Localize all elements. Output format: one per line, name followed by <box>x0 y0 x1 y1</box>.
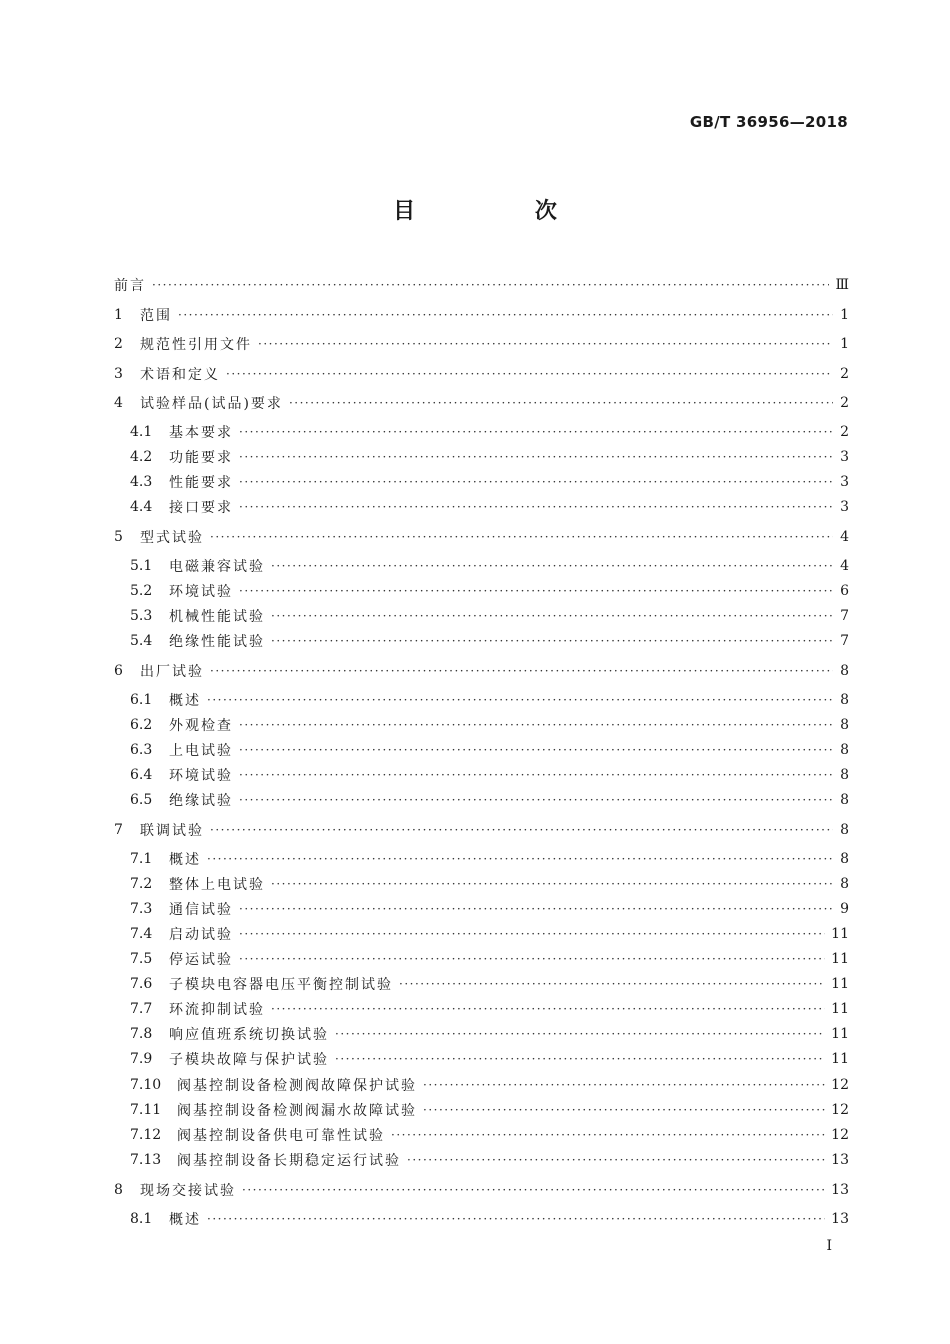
toc-entry[interactable] <box>114 630 849 652</box>
toc-entry[interactable] <box>114 446 849 468</box>
toc-entry-label: 停运试验 <box>169 952 233 968</box>
toc-leader-dots <box>239 475 833 489</box>
toc-entry[interactable] <box>114 714 849 736</box>
toc-entry-label: 绝缘性能试验 <box>169 634 265 650</box>
toc-entry-page: 11 <box>831 951 849 967</box>
toc-entry-number: 6.5 <box>130 792 153 808</box>
toc-leader-dots <box>210 823 833 837</box>
toc-entry-page: 8 <box>840 822 849 838</box>
toc-entry-number: 7.2 <box>130 876 153 892</box>
toc-entry-number: 2 <box>114 336 123 352</box>
toc-entry[interactable] <box>114 689 849 711</box>
toc-entry-label: 前言 <box>114 278 146 294</box>
toc-entry-label: 子模块电容器电压平衡控制试验 <box>169 977 393 993</box>
toc-entry[interactable] <box>114 1179 849 1201</box>
toc-entry-page: 11 <box>831 1051 849 1067</box>
page-number: I <box>826 1238 832 1254</box>
toc-entry[interactable] <box>114 1099 849 1121</box>
toc-entry-label: 规范性引用文件 <box>140 337 252 353</box>
toc-entry-number: 7.6 <box>130 976 153 992</box>
toc-entry-label: 阀基控制设备检测阀故障保护试验 <box>177 1078 417 1094</box>
toc-entry-number: 7.13 <box>130 1152 162 1168</box>
toc-entry[interactable] <box>114 1149 849 1171</box>
toc-entry-label: 响应值班系统切换试验 <box>169 1027 329 1043</box>
toc-leader-dots <box>271 559 833 573</box>
toc-leader-dots <box>178 308 833 322</box>
toc-entry-label: 环境试验 <box>169 768 233 784</box>
toc-entry-page: 6 <box>840 583 849 599</box>
toc-entry-page: 11 <box>831 1026 849 1042</box>
toc-leader-dots <box>210 664 833 678</box>
toc-leader-dots <box>399 977 825 991</box>
toc-entry-number: 7.11 <box>130 1102 162 1118</box>
toc-leader-dots <box>152 278 829 292</box>
toc-entry-page: 2 <box>840 395 849 411</box>
toc-leader-dots <box>239 425 833 439</box>
toc-entry-page: 11 <box>831 976 849 992</box>
toc-entry-label: 阀基控制设备供电可靠性试验 <box>177 1128 385 1144</box>
toc-leader-dots <box>239 952 825 966</box>
toc-entry[interactable] <box>114 848 849 870</box>
toc-entry-page: 8 <box>840 717 849 733</box>
toc-entry[interactable] <box>114 1023 849 1045</box>
toc-entry-page: 4 <box>840 558 849 574</box>
toc-entry-page: 4 <box>840 529 849 545</box>
toc-entry-page: 13 <box>831 1211 849 1227</box>
toc-entry-label: 通信试验 <box>169 902 233 918</box>
toc-entry-number: 7.9 <box>130 1051 153 1067</box>
toc-entry-label: 子模块故障与保护试验 <box>169 1052 329 1068</box>
toc-entry-label: 概述 <box>169 693 201 709</box>
toc-entry[interactable] <box>114 1124 849 1146</box>
toc-entry[interactable] <box>114 739 849 761</box>
toc-entry[interactable] <box>114 363 849 385</box>
toc-entry[interactable] <box>114 496 849 518</box>
toc-entry-label: 概述 <box>169 1212 201 1228</box>
toc-entry-label: 接口要求 <box>169 500 233 516</box>
toc-entry-number: 4.4 <box>130 499 153 515</box>
toc-leader-dots <box>226 367 833 381</box>
toc-entry-page: 12 <box>831 1102 849 1118</box>
toc-entry[interactable] <box>114 873 849 895</box>
toc-entry-page: 2 <box>840 424 849 440</box>
toc-leader-dots <box>335 1052 825 1066</box>
toc-leader-dots <box>239 450 833 464</box>
toc-entry-label: 现场交接试验 <box>140 1183 236 1199</box>
toc-entry-page: 8 <box>840 792 849 808</box>
toc-entry-label: 启动试验 <box>169 927 233 943</box>
toc-entry-label: 试验样品(试品)要求 <box>140 396 283 412</box>
toc-entry-number: 7 <box>114 822 123 838</box>
toc-entry-label: 范围 <box>140 308 172 324</box>
toc-entry-number: 6.4 <box>130 767 153 783</box>
toc-entry-label: 整体上电试验 <box>169 877 265 893</box>
toc-entry-label: 环流抑制试验 <box>169 1002 265 1018</box>
toc-entry-page: 1 <box>840 336 849 352</box>
toc-entry[interactable] <box>114 973 849 995</box>
toc-leader-dots <box>258 337 833 351</box>
toc-entry[interactable] <box>114 923 849 945</box>
toc-entry-number: 6 <box>114 663 123 679</box>
toc-entry-label: 电磁兼容试验 <box>169 559 265 575</box>
toc-entry-number: 5.4 <box>130 633 153 649</box>
toc-entry-page: 8 <box>840 767 849 783</box>
toc-entry-page: 1 <box>840 307 849 323</box>
toc-leader-dots <box>239 793 833 807</box>
toc-entry[interactable] <box>114 1208 849 1230</box>
toc-leader-dots <box>242 1183 825 1197</box>
toc-entry-number: 4.2 <box>130 449 153 465</box>
toc-leader-dots <box>207 1212 825 1226</box>
toc-leader-dots <box>271 634 833 648</box>
toc-entry-page: 11 <box>831 926 849 942</box>
toc-leader-dots <box>335 1027 825 1041</box>
toc-entry-label: 上电试验 <box>169 743 233 759</box>
toc-title: 目 次 <box>393 199 613 224</box>
toc-entry[interactable] <box>114 764 849 786</box>
toc-entry-page: 3 <box>840 474 849 490</box>
toc-entry-page: 9 <box>840 901 849 917</box>
toc-entry-label: 环境试验 <box>169 584 233 600</box>
toc-entry[interactable] <box>114 304 849 326</box>
toc-entry-page: 13 <box>831 1182 849 1198</box>
standard-number: GB/T 36956—2018 <box>689 113 848 131</box>
toc-entry-page: 8 <box>840 876 849 892</box>
toc-leader-dots <box>271 609 833 623</box>
toc-entry-number: 4 <box>114 395 123 411</box>
toc-entry[interactable] <box>114 421 849 443</box>
toc-entry-page: 8 <box>840 851 849 867</box>
toc-leader-dots <box>239 927 825 941</box>
toc-entry-page: Ⅲ <box>835 277 849 293</box>
toc-leader-dots <box>289 396 833 410</box>
toc-entry-page: 7 <box>840 608 849 624</box>
toc-entry[interactable] <box>114 471 849 493</box>
toc-entry-label: 基本要求 <box>169 425 233 441</box>
toc-entry-number: 7.12 <box>130 1127 162 1143</box>
toc-entry-label: 阀基控制设备长期稳定运行试验 <box>177 1153 401 1169</box>
toc-entry-page: 12 <box>831 1127 849 1143</box>
toc-entry-number: 1 <box>114 307 123 323</box>
toc-entry-number: 6.3 <box>130 742 153 758</box>
toc-entry-number: 8 <box>114 1182 123 1198</box>
toc-entry-page: 8 <box>840 692 849 708</box>
toc-entry[interactable] <box>114 526 849 548</box>
toc-entry[interactable] <box>114 1074 849 1096</box>
toc-leader-dots <box>271 877 833 891</box>
toc-leader-dots <box>239 743 833 757</box>
toc-entry-number: 7.10 <box>130 1077 162 1093</box>
toc-leader-dots <box>239 584 833 598</box>
toc-leader-dots <box>239 902 833 916</box>
toc-entry-label: 型式试验 <box>140 530 204 546</box>
toc-entry[interactable] <box>114 819 849 841</box>
toc-leader-dots <box>391 1128 825 1142</box>
toc-entry-page: 2 <box>840 366 849 382</box>
toc-entry-label: 出厂试验 <box>140 664 204 680</box>
toc-leader-dots <box>210 530 833 544</box>
toc-entry[interactable] <box>114 274 849 296</box>
toc-leader-dots <box>423 1103 825 1117</box>
toc-entry-number: 5 <box>114 529 123 545</box>
toc-entry-number: 6.1 <box>130 692 153 708</box>
toc-leader-dots <box>239 768 833 782</box>
toc-entry-number: 7.5 <box>130 951 153 967</box>
toc-entry-number: 5.3 <box>130 608 153 624</box>
toc-leader-dots <box>407 1153 825 1167</box>
toc-entry-page: 13 <box>831 1152 849 1168</box>
toc-entry[interactable] <box>114 333 849 355</box>
toc-entry-number: 8.1 <box>130 1211 153 1227</box>
toc-entry[interactable] <box>114 660 849 682</box>
toc-entry-page: 8 <box>840 742 849 758</box>
toc-entry-label: 绝缘试验 <box>169 793 233 809</box>
toc-entry-number: 7.3 <box>130 901 153 917</box>
toc-entry[interactable] <box>114 555 849 577</box>
toc-entry-label: 外观检查 <box>169 718 233 734</box>
toc-entry-label: 术语和定义 <box>140 367 220 383</box>
toc-entry[interactable] <box>114 998 849 1020</box>
toc-entry-label: 概述 <box>169 852 201 868</box>
toc-entry-page: 11 <box>831 1001 849 1017</box>
toc-entry-number: 6.2 <box>130 717 153 733</box>
toc-entry[interactable] <box>114 605 849 627</box>
toc-entry[interactable] <box>114 789 849 811</box>
toc-entry-number: 5.1 <box>130 558 153 574</box>
toc-entry-label: 机械性能试验 <box>169 609 265 625</box>
toc-entry[interactable] <box>114 898 849 920</box>
toc-leader-dots <box>207 693 833 707</box>
toc-entry-page: 3 <box>840 499 849 515</box>
toc-entry[interactable] <box>114 948 849 970</box>
toc-leader-dots <box>239 718 833 732</box>
toc-entry-label: 阀基控制设备检测阀漏水故障试验 <box>177 1103 417 1119</box>
toc-leader-dots <box>239 500 833 514</box>
toc-leader-dots <box>207 852 833 866</box>
toc-entry[interactable] <box>114 580 849 602</box>
toc-entry-number: 5.2 <box>130 583 153 599</box>
toc-entry-number: 4.3 <box>130 474 153 490</box>
toc-entry-number: 7.7 <box>130 1001 153 1017</box>
toc-entry-number: 7.8 <box>130 1026 153 1042</box>
toc-entry-number: 7.4 <box>130 926 153 942</box>
toc-entry[interactable] <box>114 1048 849 1070</box>
toc-entry-label: 联调试验 <box>140 823 204 839</box>
toc-entry-page: 3 <box>840 449 849 465</box>
toc-entry[interactable] <box>114 392 849 414</box>
toc-entry-page: 8 <box>840 663 849 679</box>
toc-entry-number: 7.1 <box>130 851 153 867</box>
toc-entry-number: 3 <box>114 366 123 382</box>
toc-entry-label: 性能要求 <box>169 475 233 491</box>
toc-leader-dots <box>423 1078 825 1092</box>
toc-entry-number: 4.1 <box>130 424 153 440</box>
toc-entry-page: 7 <box>840 633 849 649</box>
toc-entry-page: 12 <box>831 1077 849 1093</box>
toc-leader-dots <box>271 1002 825 1016</box>
toc-entry-label: 功能要求 <box>169 450 233 466</box>
